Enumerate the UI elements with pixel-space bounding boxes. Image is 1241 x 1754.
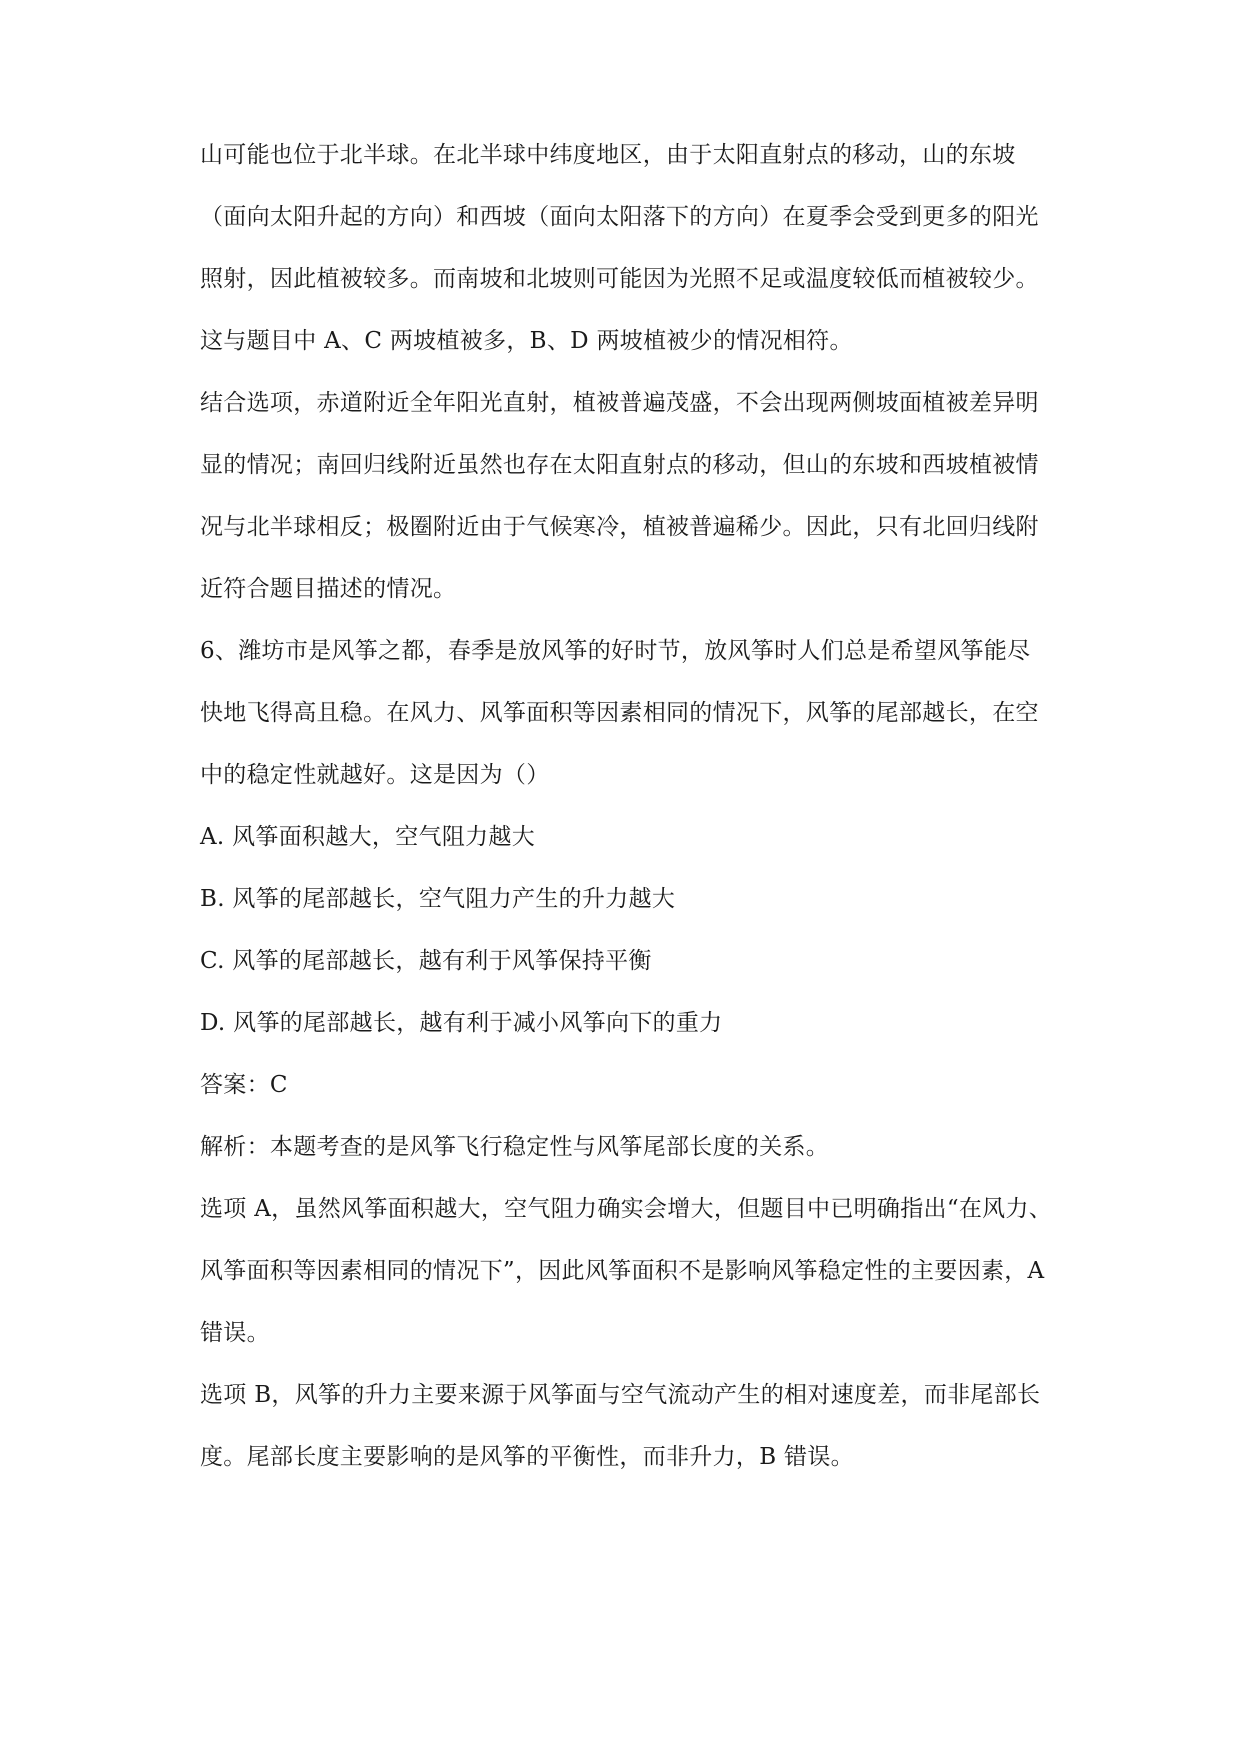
analysis-line: 选项 B，风筝的升力主要来源于风筝面与空气流动产生的相对速度差，而非尾部长: [200, 1382, 1041, 1408]
option-a: A. 风筝面积越大，空气阻力越大: [200, 824, 536, 850]
option-b: B. 风筝的尾部越长，空气阻力产生的升力越大: [200, 886, 676, 912]
paragraph-line: 山可能也位于北半球。在北半球中纬度地区，由于太阳直射点的移动，山的东坡: [200, 142, 1016, 168]
option-c: C. 风筝的尾部越长，越有利于风筝保持平衡: [200, 948, 652, 974]
analysis-line: 风筝面积等因素相同的情况下”，因此风筝面积不是影响风筝稳定性的主要因素，A: [200, 1258, 1045, 1284]
question-stem-line: 中的稳定性就越好。这是因为（）: [200, 762, 550, 788]
paragraph-line: 况与北半球相反；极圈附近由于气候寒冷，植被普遍稀少。因此，只有北回归线附: [200, 514, 1039, 540]
paragraph-line: 近符合题目描述的情况。: [200, 576, 457, 602]
analysis-line: 解析：本题考查的是风筝飞行稳定性与风筝尾部长度的关系。: [200, 1134, 830, 1160]
analysis-line: 错误。: [200, 1320, 270, 1346]
answer-line: 答案：C: [200, 1072, 288, 1098]
paragraph-line: 照射，因此植被较多。而南坡和北坡则可能因为光照不足或温度较低而植被较少。: [200, 266, 1039, 292]
paragraph-line: 显的情况；南回归线附近虽然也存在太阳直射点的移动，但山的东坡和西坡植被情: [200, 452, 1039, 478]
paragraph-line: 这与题目中 A、C 两坡植被多，B、D 两坡植被少的情况相符。: [200, 328, 853, 354]
paragraph-line: 结合选项，赤道附近全年阳光直射，植被普遍茂盛，不会出现两侧坡面植被差异明: [200, 390, 1039, 416]
analysis-line: 度。尾部长度主要影响的是风筝的平衡性，而非升力，B 错误。: [200, 1444, 854, 1470]
analysis-line: 选项 A，虽然风筝面积越大，空气阻力确实会增大，但题目中已明确指出“在风力、: [200, 1196, 1053, 1222]
question-stem-line: 快地飞得高且稳。在风力、风筝面积等因素相同的情况下，风筝的尾部越长，在空: [200, 700, 1039, 726]
question-stem-line: 6、潍坊市是风筝之都，春季是放风筝的好时节，放风筝时人们总是希望风筝能尽: [200, 638, 1031, 664]
option-d: D. 风筝的尾部越长，越有利于减小风筝向下的重力: [200, 1010, 723, 1036]
paragraph-line: （面向太阳升起的方向）和西坡（面向太阳落下的方向）在夏季会受到更多的阳光: [200, 204, 1039, 230]
